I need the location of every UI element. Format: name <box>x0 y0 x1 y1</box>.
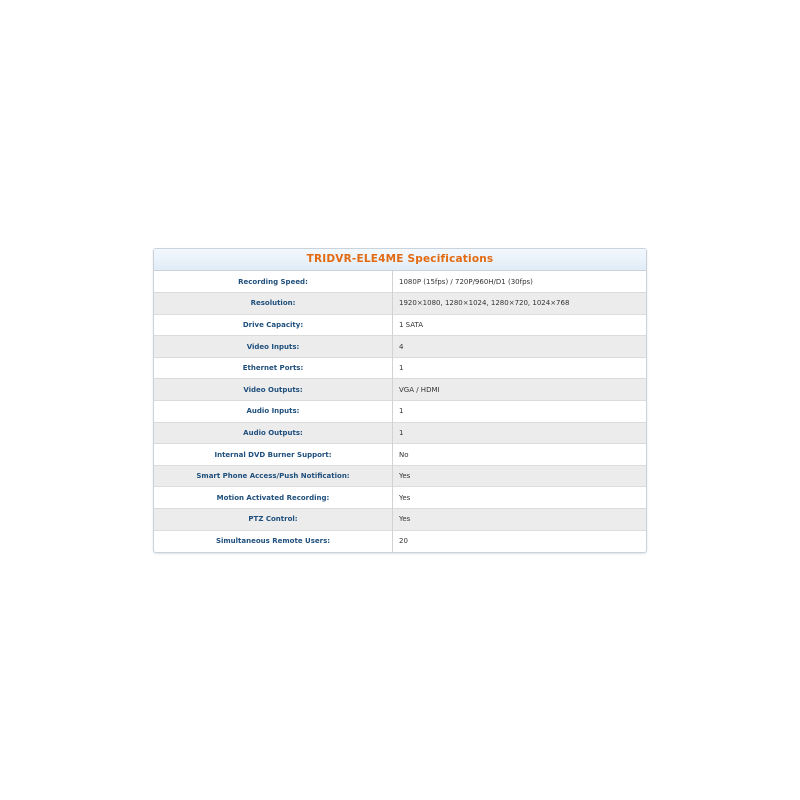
spec-label-audio-outputs: Audio Outputs: <box>154 422 393 444</box>
spec-value-drive-capacity: 1 SATA <box>393 314 647 336</box>
spec-label-video-inputs: Video Inputs: <box>154 336 393 358</box>
table-row <box>154 271 646 293</box>
spec-label-resolution: Resolution: <box>154 293 393 315</box>
spec-value-ptz-control: Yes <box>393 509 647 531</box>
table-row <box>154 401 646 423</box>
spec-value-recording-speed: 1080P (15fps) / 720P/960H/D1 (30fps) <box>399 277 533 286</box>
spec-label-ptz-control: PTZ Control: <box>154 509 393 531</box>
spec-value-smart-phone-access: Yes <box>393 465 647 487</box>
spec-label-drive-capacity: Drive Capacity: <box>154 314 393 336</box>
specifications-table <box>154 271 646 552</box>
spec-value-audio-outputs: 1 <box>393 422 647 444</box>
table-row <box>154 444 646 466</box>
table-row <box>154 509 646 531</box>
spec-label-audio-inputs: Audio Inputs: <box>154 401 393 423</box>
spec-value-motion-recording: Yes <box>393 487 647 509</box>
spec-value-dvd-burner: No <box>393 444 647 466</box>
table-row <box>154 336 646 358</box>
spec-label-ethernet-ports: Ethernet Ports: <box>154 357 393 379</box>
spec-value-video-outputs: VGA / HDMI <box>393 379 647 401</box>
table-row <box>154 357 646 379</box>
specifications-card <box>153 248 647 553</box>
spec-value-resolution: 1920×1080, 1280×1024, 1280×720, 1024×768 <box>393 293 647 315</box>
spec-value-audio-inputs: 1 <box>393 401 647 423</box>
table-row <box>154 422 646 444</box>
spec-label-recording-speed: Recording Speed: <box>154 271 393 293</box>
table-row <box>154 314 646 336</box>
table-row <box>154 530 646 552</box>
table-row <box>154 487 646 509</box>
table-row <box>154 465 646 487</box>
specifications-title: TRIDVR-ELE4ME Specifications <box>154 249 646 271</box>
spec-label-video-outputs: Video Outputs: <box>154 379 393 401</box>
spec-value-remote-users: 20 <box>393 530 647 552</box>
table-row <box>154 379 646 401</box>
spec-label-remote-users: Simultaneous Remote Users: <box>154 530 393 552</box>
spec-value-video-inputs: 4 <box>393 336 647 358</box>
table-row <box>154 293 646 315</box>
spec-label-dvd-burner: Internal DVD Burner Support: <box>154 444 393 466</box>
spec-label-motion-recording: Motion Activated Recording: <box>154 487 393 509</box>
spec-label-smart-phone-access: Smart Phone Access/Push Notification: <box>154 465 393 487</box>
spec-value-ethernet-ports: 1 <box>393 357 647 379</box>
